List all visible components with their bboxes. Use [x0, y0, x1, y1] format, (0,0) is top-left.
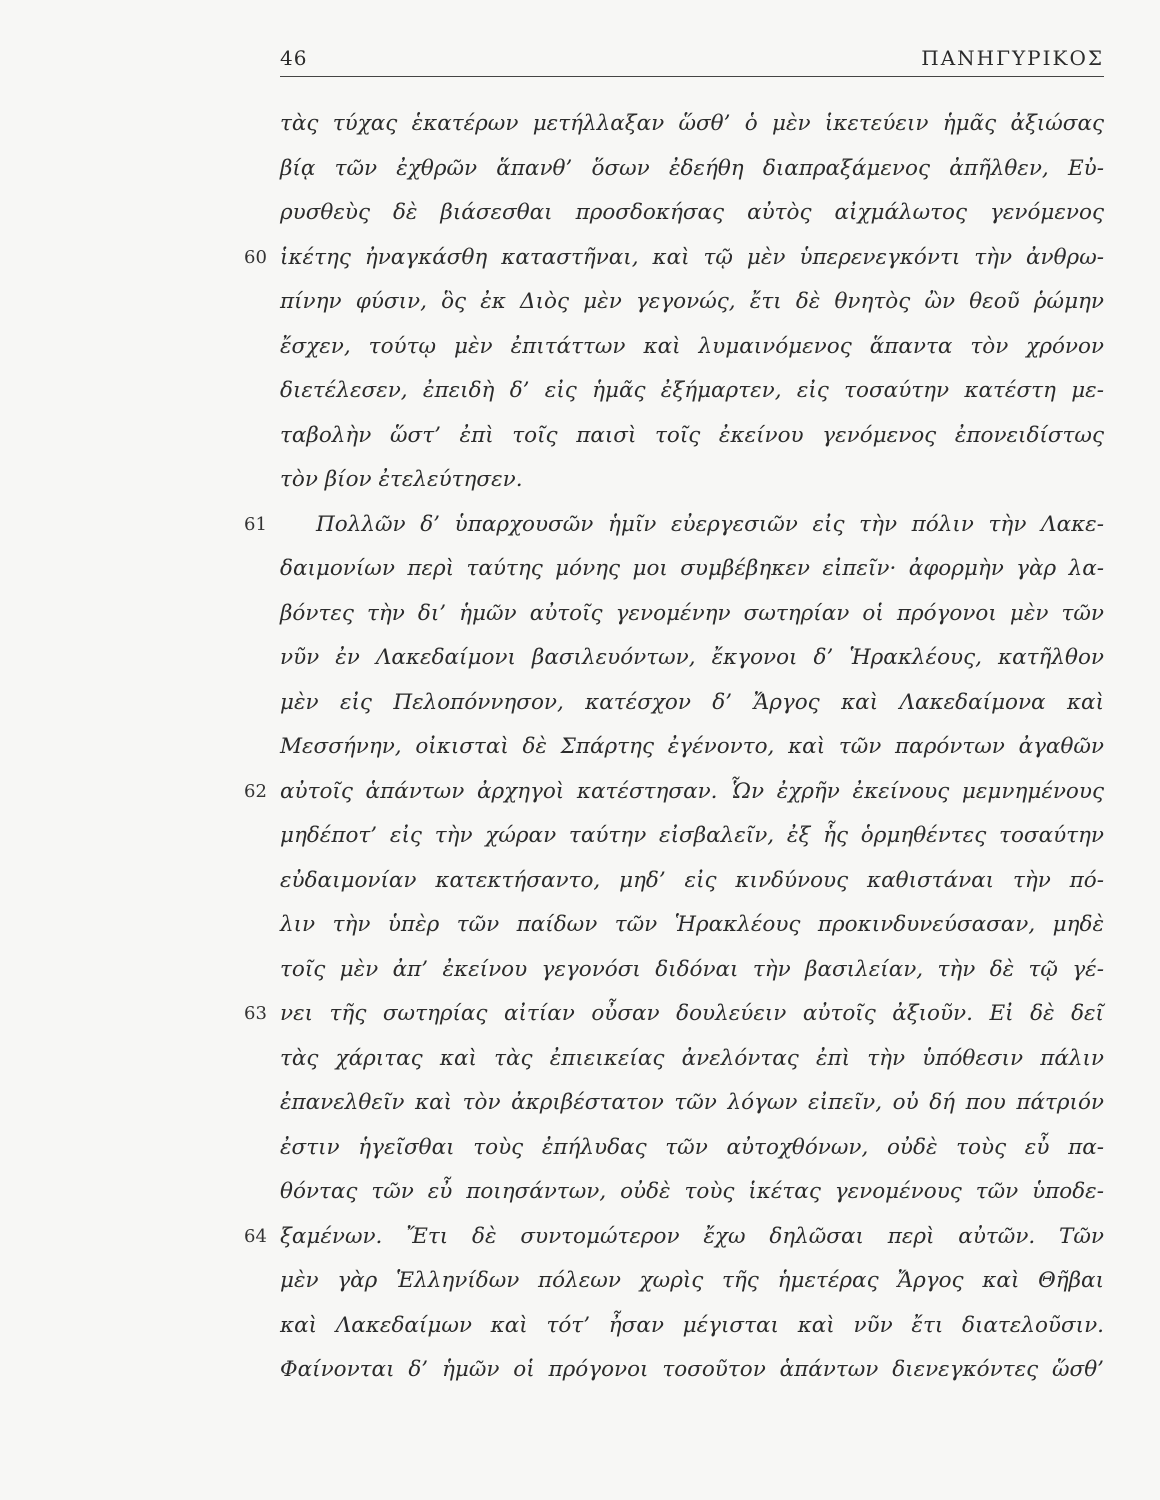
text-line	[0, 1126, 1160, 1171]
page-number: 46	[280, 46, 308, 70]
text-line	[0, 280, 1160, 325]
section-number: 62	[244, 780, 267, 802]
text-line	[0, 636, 1160, 681]
text-line	[0, 236, 1160, 281]
text-line	[0, 147, 1160, 192]
line-text: ρυσθεὺς δὲ βιάσεσθαι προσδοκήσας αὐτὸς αἰχμάλωτος γενόμενος	[280, 200, 1104, 225]
line-text: πίνην φύσιν, ὃς ἐκ Διὸς μὲν γεγονώς, ἔτι δὲ θνητὸς ὢν θεοῦ ῥώμην	[280, 289, 1104, 314]
text-line	[0, 859, 1160, 904]
line-text: τὰς τύχας ἑκατέρων μετήλλαξαν ὥσθ’ ὁ μὲν ἱκετεύειν ἡμᾶς ἀξιώσας	[280, 111, 1104, 136]
text-line	[0, 503, 1160, 548]
line-text: θόντας τῶν εὖ ποιησάντων, οὐδὲ τοὺς ἱκέτας γενομένους τῶν ὑποδε-	[280, 1179, 1104, 1204]
text-line	[0, 414, 1160, 459]
text-line	[0, 325, 1160, 370]
line-text: λιν τὴν ὑπὲρ τῶν παίδων τῶν Ἡρακλέους προκινδυνεύσασαν, μηδὲ	[280, 912, 1104, 937]
text-line	[0, 814, 1160, 859]
page-header	[280, 44, 1104, 78]
line-text: μὲν γὰρ Ἑλληνίδων πόλεων χωρὶς τῆς ἡμετέρας Ἄργος καὶ Θῆβαι	[280, 1268, 1104, 1293]
text-line	[0, 1081, 1160, 1126]
line-text: Πολλῶν δ’ ὑπαρχουσῶν ἡμῖν εὐεργεσιῶν εἰς τὴν πόλιν τὴν Λακε-	[316, 511, 1104, 537]
header-rule	[280, 76, 1104, 77]
text-line	[0, 903, 1160, 948]
running-title: ΠΑΝΗΓΥΡΙΚΟΣ	[921, 46, 1104, 70]
line-text: νει τῆς σωτηρίας αἰτίαν οὖσαν δουλεύειν αὐτοῖς ἀξιοῦν. Εἰ δὲ δεῖ	[280, 1001, 1104, 1026]
text-line	[0, 948, 1160, 993]
section-number: 60	[244, 246, 267, 268]
line-text: ἱκέτης ἠναγκάσθη καταστῆναι, καὶ τῷ μὲν ὑπερενεγκόντι τὴν ἀνθρω-	[280, 244, 1104, 270]
line-text: καὶ Λακεδαίμων καὶ τότ’ ἦσαν μέγισται καὶ νῦν ἔτι διατελοῦσιν.	[280, 1312, 1104, 1338]
line-text: βίᾳ τῶν ἐχθρῶν ἅπανθ’ ὅσων ἐδεήθη διαπραξάμενος ἀπῆλθεν, Εὐ-	[280, 155, 1104, 181]
line-text: ξαμένων. Ἔτι δὲ συντομώτερον ἔχω δηλῶσαι περὶ αὐτῶν. Τῶν	[280, 1223, 1104, 1249]
line-text: τὸν βίον ἐτελεύτησεν.	[280, 467, 523, 492]
text-line	[0, 1259, 1160, 1304]
text-line	[0, 191, 1160, 236]
text-line	[0, 1348, 1160, 1393]
line-text: νῦν ἐν Λακεδαίμονι βασιλευόντων, ἔκγονοι δ’ Ἡρακλέους, κατῆλθον	[280, 645, 1104, 670]
line-text: δαιμονίων περὶ ταύτης μόνης μοι συμβέβηκεν εἰπεῖν· ἀφορμὴν γὰρ λα-	[280, 556, 1104, 581]
text-line	[0, 547, 1160, 592]
text-line	[0, 369, 1160, 414]
line-text: εὐδαιμονίαν κατεκτήσαντο, μηδ’ εἰς κινδύνους καθιστάναι τὴν πό-	[280, 867, 1104, 893]
line-text: βόντες τὴν δι’ ἡμῶν αὐτοῖς γενομένην σωτηρίαν οἱ πρόγονοι μὲν τῶν	[280, 600, 1104, 626]
text-line	[0, 458, 1160, 503]
text-line	[0, 992, 1160, 1037]
text-line	[0, 770, 1160, 815]
line-text: τοῖς μὲν ἀπ’ ἐκείνου γεγονόσι διδόναι τὴν βασιλείαν, τὴν δὲ τῷ γέ-	[280, 956, 1104, 982]
line-text: Φαίνονται δ’ ἡμῶν οἱ πρόγονοι τοσοῦτον ἁπάντων διενεγκόντες ὥσθ’	[280, 1357, 1104, 1382]
text-line	[0, 1304, 1160, 1349]
line-text: ἔσχεν, τούτῳ μὲν ἐπιτάττων καὶ λυμαινόμενος ἅπαντα τὸν χρόνον	[280, 333, 1104, 359]
text-line	[0, 102, 1160, 147]
line-text: Μεσσήνην, οἰκισταὶ δὲ Σπάρτης ἐγένοντο, καὶ τῶν παρόντων ἀγαθῶν	[280, 734, 1104, 759]
line-text: διετέλεσεν, ἐπειδὴ δ’ εἰς ἡμᾶς ἐξήμαρτεν, εἰς τοσαύτην κατέστη με-	[280, 378, 1104, 403]
line-text: τὰς χάριτας καὶ τὰς ἐπιεικείας ἀνελόντας ἐπὶ τὴν ὑπόθεσιν πάλιν	[280, 1045, 1104, 1071]
text-body	[0, 102, 1160, 1393]
line-text: ἐστιν ἡγεῖσθαι τοὺς ἐπήλυδας τῶν αὐτοχθόνων, οὐδὲ τοὺς εὖ πα-	[280, 1134, 1104, 1160]
section-number: 64	[244, 1225, 267, 1247]
line-text: αὐτοῖς ἁπάντων ἀρχηγοὶ κατέστησαν. Ὧν ἐχρῆν ἐκείνους μεμνημένους	[280, 778, 1104, 804]
text-line	[0, 681, 1160, 726]
line-text: μὲν εἰς Πελοπόννησον, κατέσχον δ’ Ἄργος καὶ Λακεδαίμονα καὶ	[280, 689, 1104, 715]
text-line	[0, 1170, 1160, 1215]
line-text: μηδέποτ’ εἰς τὴν χώραν ταύτην εἰσβαλεῖν, ἐξ ἧς ὁρμηθέντες τοσαύτην	[280, 823, 1104, 848]
text-line	[0, 725, 1160, 770]
text-line	[0, 1037, 1160, 1082]
section-number: 61	[244, 513, 267, 535]
line-text: ἐπανελθεῖν καὶ τὸν ἀκριβέστατον τῶν λόγων εἰπεῖν, οὐ δή που πάτριόν	[280, 1090, 1104, 1115]
section-number: 63	[244, 1003, 267, 1024]
line-text: ταβολὴν ὥστ’ ἐπὶ τοῖς παισὶ τοῖς ἐκείνου γενόμενος ἐπονειδίστως	[280, 422, 1104, 448]
text-line	[0, 1215, 1160, 1260]
text-line	[0, 592, 1160, 637]
